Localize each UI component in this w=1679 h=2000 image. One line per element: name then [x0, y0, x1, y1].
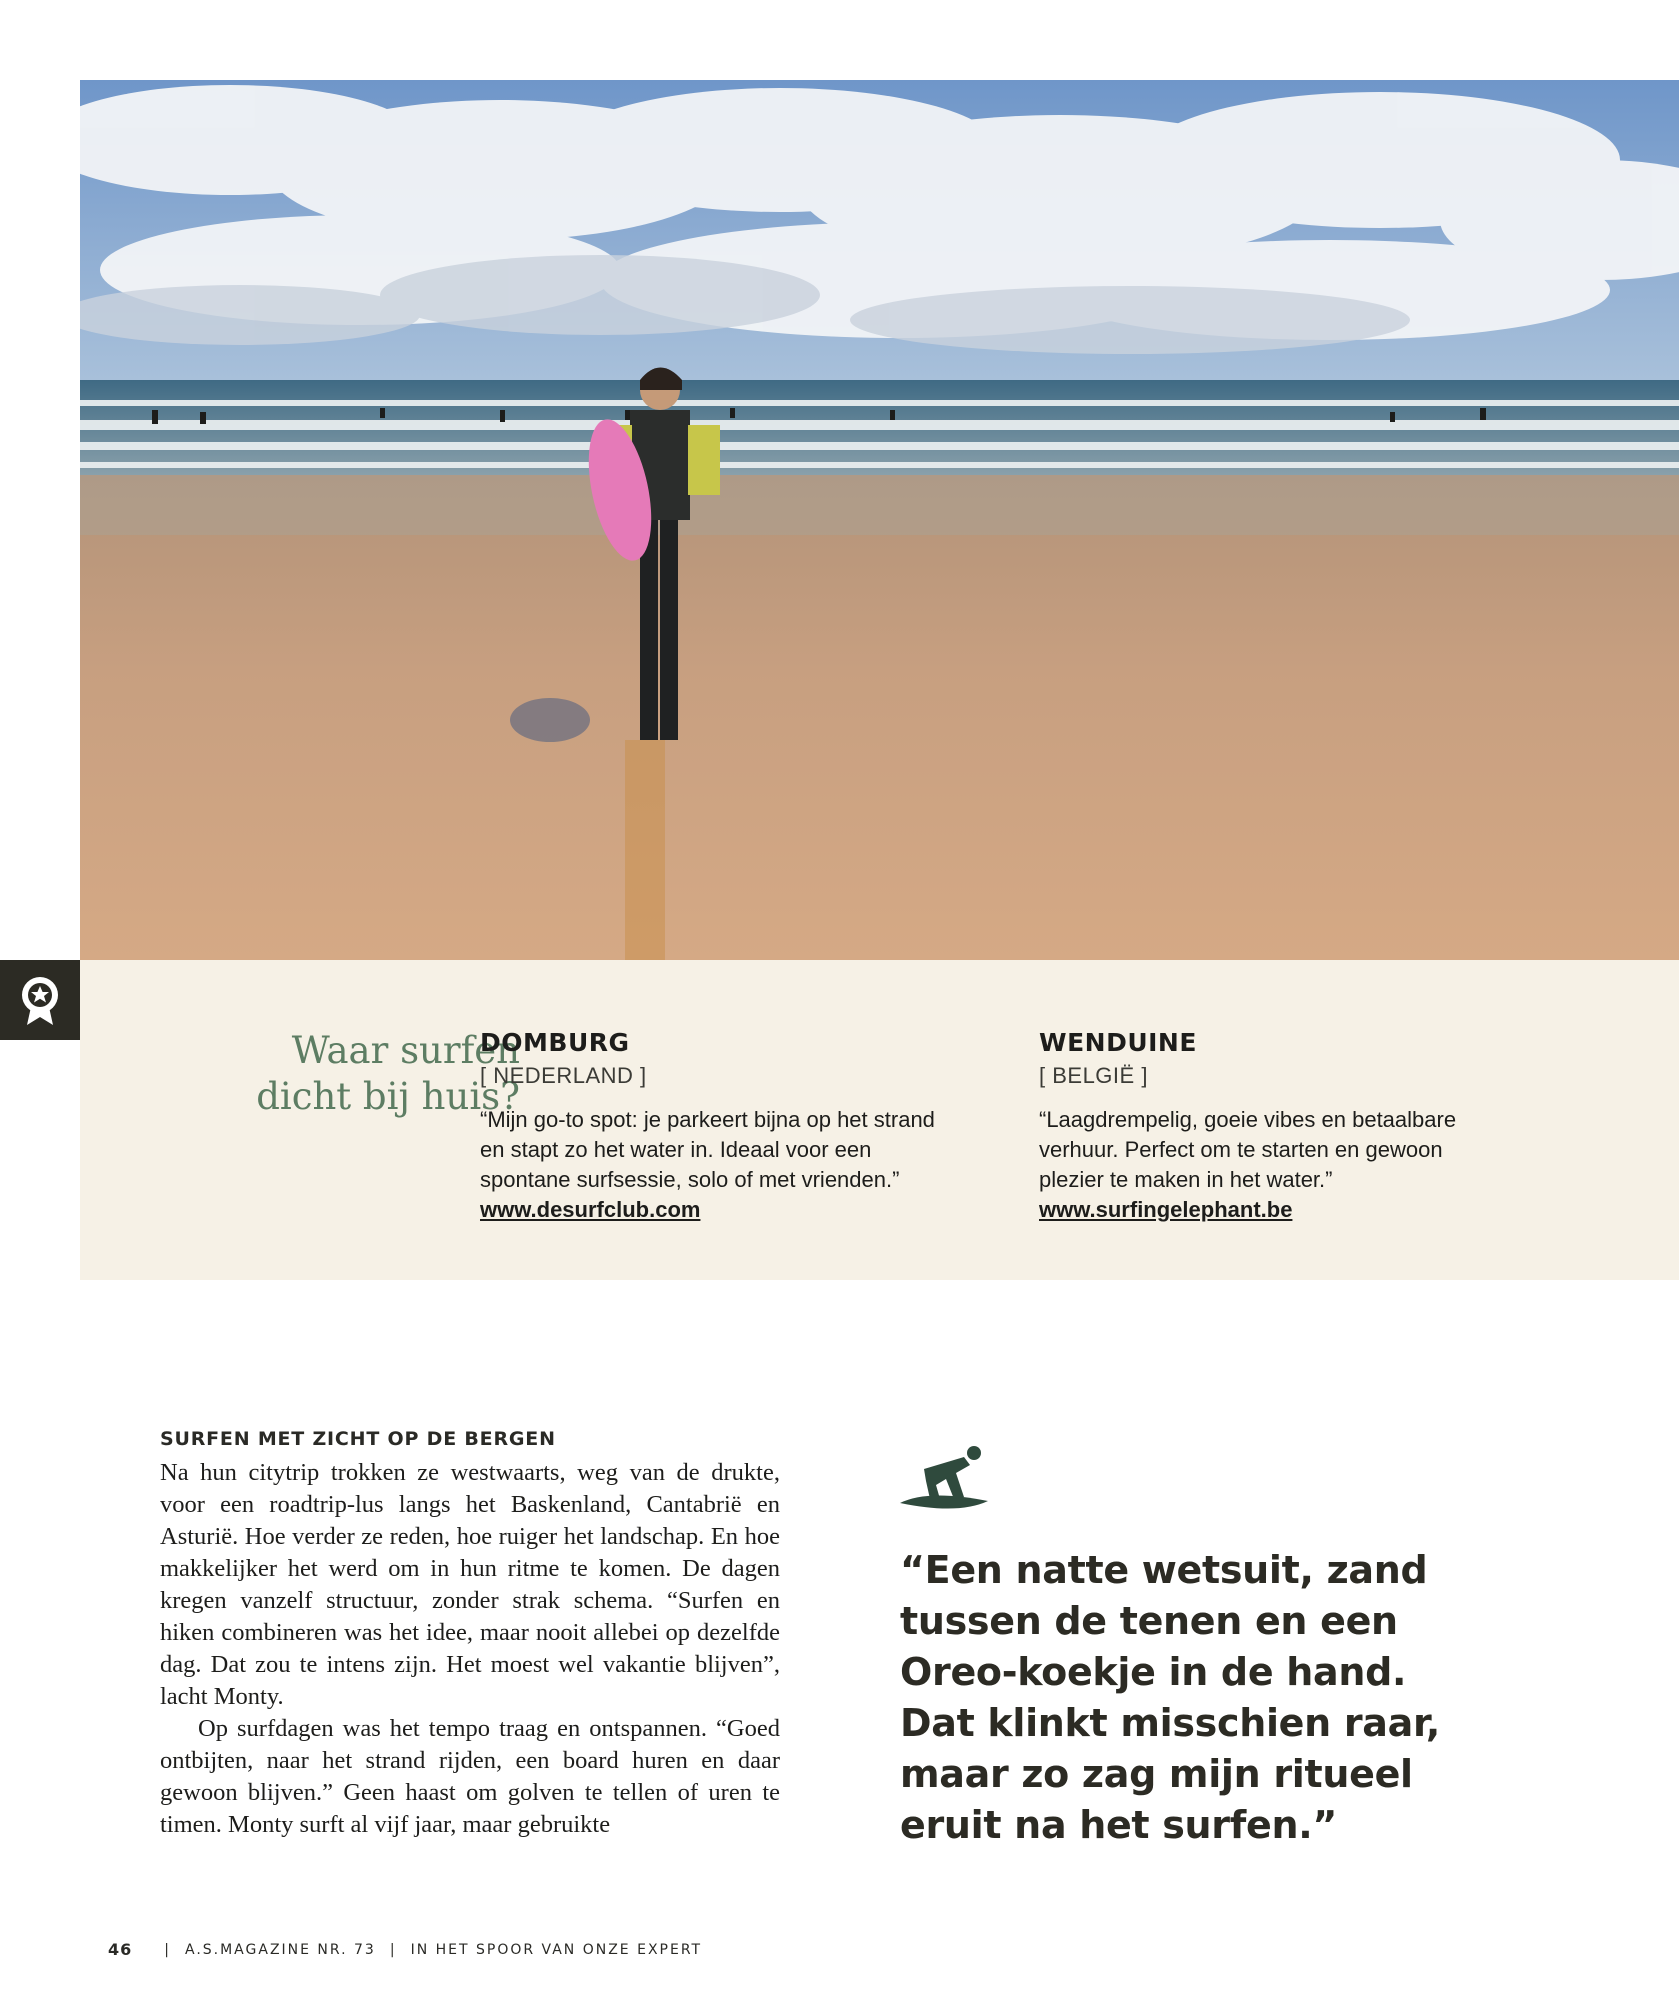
- article-body: [160, 1457, 780, 1841]
- beach-surfer-image: [80, 80, 1679, 960]
- spot-domburg: [480, 1028, 950, 1223]
- magazine-name: A.S.MAGAZINE NR. 73: [184, 1941, 376, 1958]
- section-name: IN HET SPOOR VAN ONZE EXPERT: [410, 1941, 703, 1958]
- article-subhead: SURFEN MET ZICHT OP DE BERGEN: [160, 1428, 556, 1450]
- spot-name: DOMBURG: [480, 1028, 630, 1057]
- badge-tab: [0, 960, 80, 1040]
- page-footer: [108, 1940, 702, 1959]
- footer-separator: |: [389, 1941, 397, 1958]
- footer-separator: |: [164, 1941, 171, 1958]
- spot-link[interactable]: www.surfingelephant.be: [1039, 1197, 1293, 1222]
- paragraph: Na hun citytrip trokken ze westwaarts, weg van de drukte, voor een roadtrip-lus langs het Baskenland, Cantabrië en Asturië. Hoe verder ze reden, hoe ruiger het landschap. En hoe makkelijker het werd om in hun ritme te komen. De dagen kregen vanzelf structuur, zonder strak schema. “Surfen en hiken combineren was het idee, maar nooit allebei op dezelfde dag. Dat zou te intens zijn. Het moest wel vakantie blijven”, lacht Monty.: [160, 1459, 780, 1710]
- spot-country: [ NEDERLAND ]: [480, 1063, 647, 1088]
- surf-spots-box: [80, 960, 1679, 1280]
- heading-line-1: Waar surfen: [291, 1029, 520, 1072]
- heading-line-2: dicht bij huis?: [256, 1075, 520, 1118]
- spot-country: [ BELGIË ]: [1039, 1063, 1148, 1088]
- pull-quote: “Een natte wetsuit, zand tussen de tenen en een Oreo-koekje in de hand. Dat klinkt misschien raar, maar zo zag mijn ritueel eruit na het surfen.”: [900, 1548, 1440, 1847]
- spots-heading: [170, 1028, 520, 1120]
- page-number: 46: [108, 1940, 133, 1959]
- spot-name: WENDUINE: [1039, 1028, 1197, 1057]
- spot-quote: “Laagdrempelig, goeie vibes en betaalbare verhuur. Perfect om te starten en gewoon plezier te maken in het water.”: [1039, 1107, 1457, 1192]
- spot-wenduine: [1039, 1028, 1509, 1223]
- surfer-icon: [898, 1445, 990, 1515]
- award-icon: [17, 973, 63, 1027]
- paragraph: Op surfdagen was het tempo traag en ontspannen. “Goed ontbijten, naar het strand rijden, een board huren en daar gewoon blijven.” Geen haast om golven te tellen of uren te timen. Monty surft al vijf jaar, maar gebruikte: [160, 1715, 780, 1838]
- spot-quote: “Mijn go-to spot: je parkeert bijna op het strand en stapt zo het water in. Ideaal voor een spontane surfsessie, solo of met vrienden.”: [480, 1107, 935, 1192]
- spot-link[interactable]: www.desurfclub.com: [480, 1197, 701, 1222]
- hero-photo: [80, 80, 1679, 960]
